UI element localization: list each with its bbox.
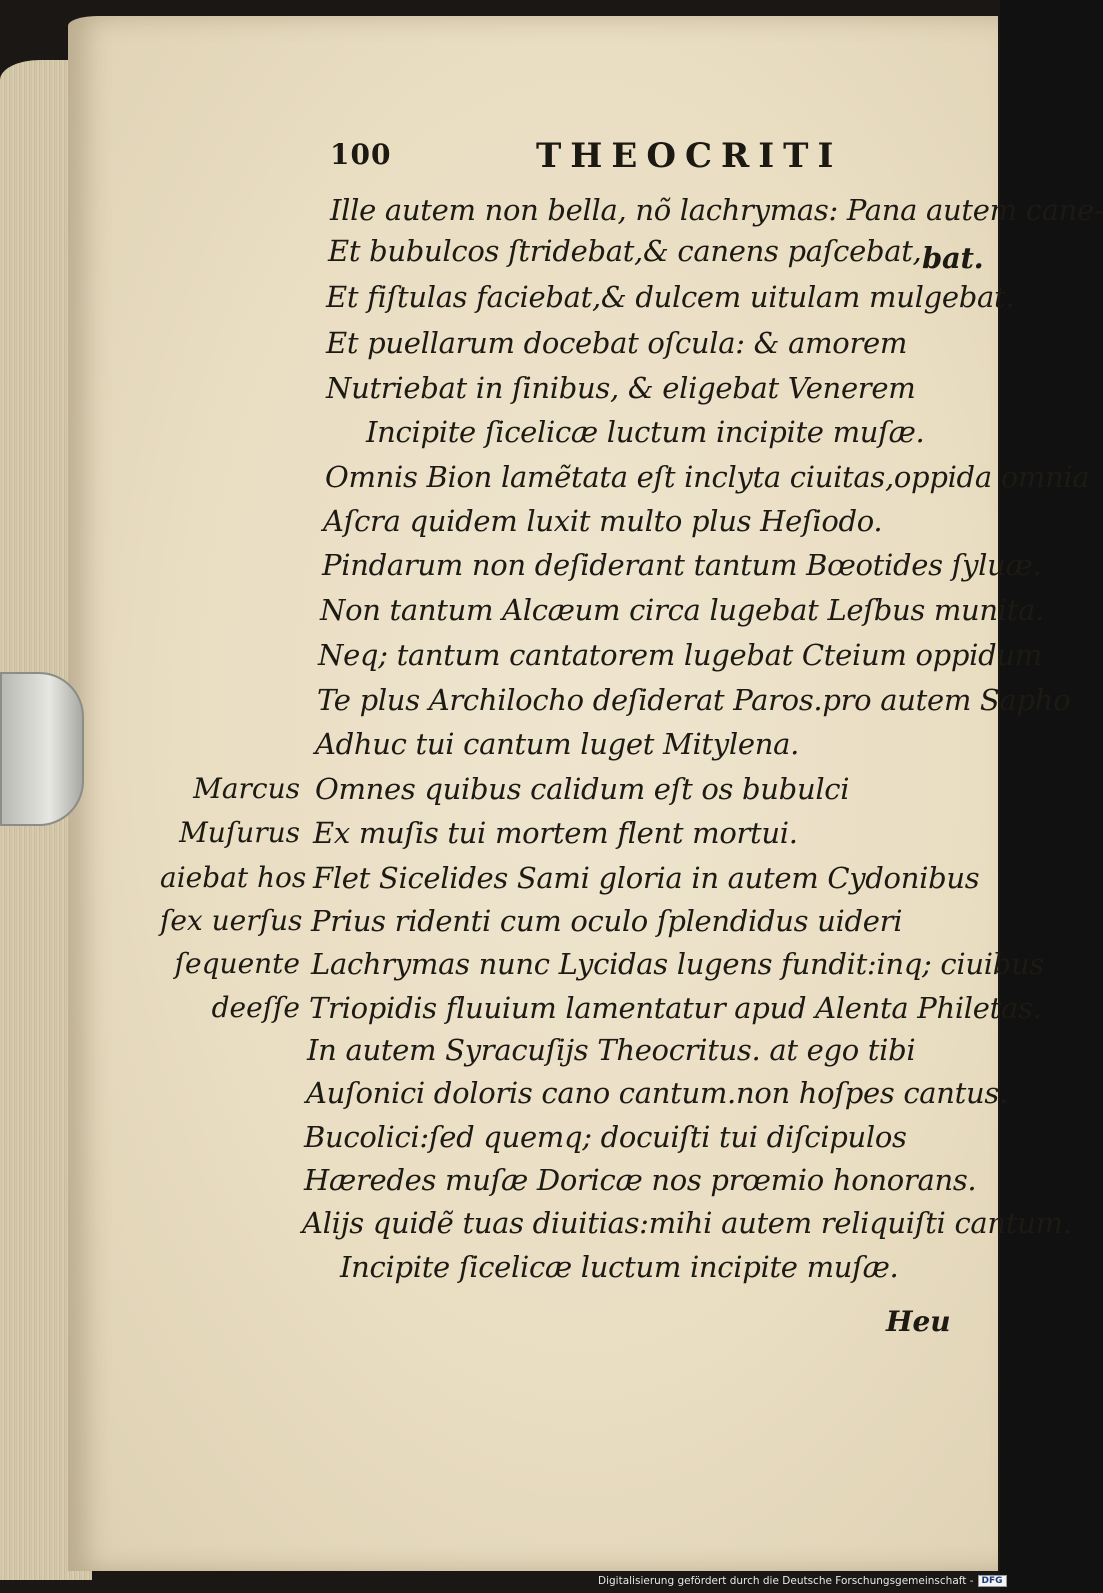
text-line: Nutriebat in ſinibus, & eligebat Venerem [326,371,916,405]
text-line: Ille autem non bella, nõ lachrymas: Pana autem cane- [330,193,1103,227]
text-line: In autem Syracuſijs Theocritus. at ego tibi [307,1033,916,1067]
text-line: Et bubulcos ſtridebat,& canens paſcebat, [328,234,922,268]
margin-note: Marcus [193,772,300,805]
text-line: Pindarum non deſiderant tantum Bœotides ſyluæ. [322,548,1042,582]
text-line: Neq; tantum cantatorem lugebat Cteium oppidum [318,638,1042,672]
margin-note: Muſurus [179,816,300,849]
catchword: Heu [886,1305,951,1338]
text-line: Omnes quibus calidum eſt os bubulci [315,772,850,806]
text-line: Et puellarum docebat oſcula: & amorem [326,326,908,360]
text-line: Auſonici doloris cano cantum.non hoſpes cantus. [306,1076,1008,1110]
text-line-tail: bat. [922,241,984,275]
text-line: Incipite ſicelicæ luctum incipite muſæ. [366,415,925,449]
text-line: Prius ridenti cum oculo ſplendidus uideri [311,904,903,938]
book-clamp [0,672,84,826]
text-line: Aſcra quidem luxit multo plus Heſiodo. [323,504,883,538]
text-line: Lachrymas nunc Lycidas lugens fundit:inq; ciuibus [311,947,1044,981]
text-line: Non tantum Alcæum circa lugebat Leſbus munita. [320,593,1045,627]
text-line: Hæredes muſæ Doricæ nos prœmio honorans. [304,1163,977,1197]
margin-note: ſex uerſus [160,904,303,937]
text-line: Te plus Archilocho deſiderat Paros.pro autem Sapho [317,683,1071,717]
text-line: Et fiſtulas faciebat,& dulcem uitulam mulgebat. [326,280,1015,314]
digitization-credit [598,1575,1003,1591]
text-line: Incipite ſicelicæ luctum incipite muſæ. [340,1250,899,1284]
dfg-logo: DFG [978,1575,1007,1587]
text-line: Alijs quidẽ tuas diuitias:mihi autem reliquiſti cantum. [302,1206,1072,1240]
margin-note: deeſſe [211,991,300,1024]
text-line: Triopidis fluuium lamentatur apud Alenta Philetas. [309,991,1042,1025]
folio-number: 100 [330,138,392,171]
page-header [330,138,890,184]
text-line: Ex muſis tui mortem flent mortui. [313,816,798,850]
text-line: Bucolici:ſed quemq; docuiſti tui diſcipulos [304,1120,907,1154]
text-line: Omnis Bion lamẽtata eſt inclyta ciuitas,oppida omnia [325,460,1090,494]
credit-text: Digitalisierung gefördert durch die Deutsche Forschungsgemeinschaft - [598,1575,974,1587]
text-line: Flet Sicelides Sami gloria in autem Cydonibus [313,861,980,895]
margin-note: ſequente [174,947,300,980]
margin-note: aiebat hos [160,861,307,894]
running-head: THEOCRITI [536,136,843,176]
text-line: Adhuc tui cantum luget Mitylena. [315,727,799,761]
